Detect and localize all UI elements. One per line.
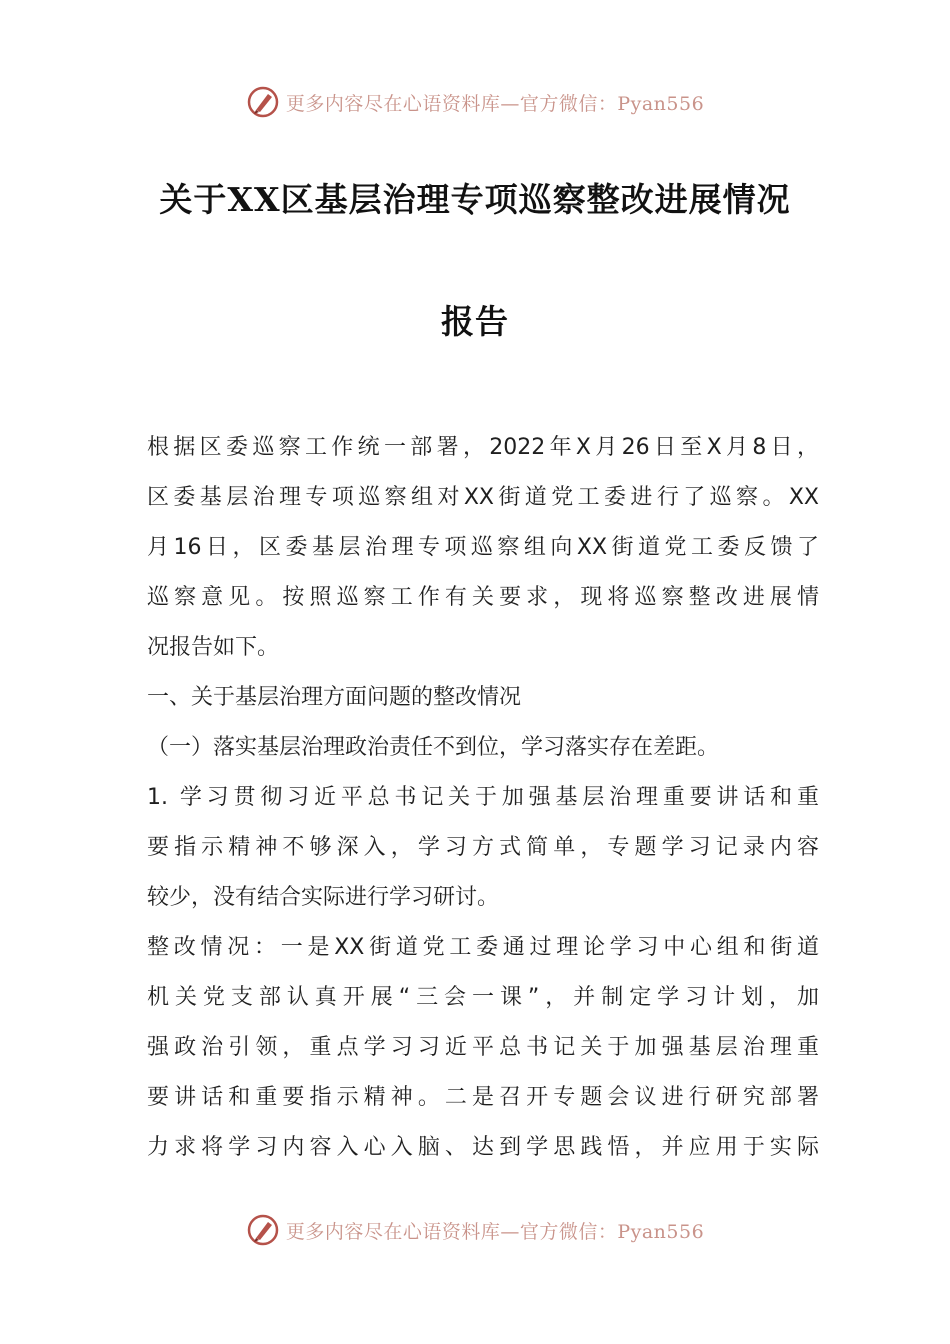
document-title-line-1: 关于XX区基层治理专项巡察整改进展情况: [159, 180, 791, 219]
watermark-text: 更多内容尽在心语资料库—官方微信：Pyan556: [285, 1220, 705, 1243]
body-line: 要讲话和重要指示精神。二是召开专题会议进行研究部署: [147, 1085, 819, 1110]
body-line: 整改情况：一是XX街道党工委通过理论学习中心组和街道: [147, 935, 819, 960]
body-line: 月16日，区委基层治理专项巡察组向XX街道党工委反馈了: [147, 535, 819, 560]
document-title-line-2: 报告: [441, 302, 509, 341]
watermark-header: [0, 82, 950, 122]
body-line: 1. 学习贯彻习近平总书记关于加强基层治理重要讲话和重: [147, 785, 819, 810]
body-line: 力求将学习内容入心入脑、达到学思践悟，并应用于实际: [147, 1135, 819, 1160]
pen-nib-logo-icon: [246, 1213, 280, 1247]
document-body: [147, 423, 819, 1173]
body-line: 区委基层治理专项巡察组对XX街道党工委进行了巡察。XX: [147, 485, 819, 510]
watermark-footer: [0, 1210, 950, 1250]
body-line: 要指示精神不够深入，学习方式简单，专题学习记录内容: [147, 835, 819, 860]
body-line: 况报告如下。: [147, 635, 280, 660]
body-line: 机关党支部认真开展“三会一课”，并制定学习计划，加: [147, 985, 819, 1010]
watermark-text: 更多内容尽在心语资料库—官方微信：Pyan556: [285, 92, 705, 115]
subsection-heading: （一）落实基层治理政治责任不到位，学习落实存在差距。: [147, 735, 720, 760]
body-line: 巡察意见。按照巡察工作有关要求，现将巡察整改进展情: [147, 585, 819, 610]
pen-nib-logo-icon: [246, 85, 280, 119]
section-heading: 一、关于基层治理方面问题的整改情况: [147, 685, 522, 710]
body-line: 根据区委巡察工作统一部署，2022年X月26日至X月8日，: [147, 435, 819, 460]
body-line: 较少，没有结合实际进行学习研讨。: [147, 885, 500, 910]
body-line: 强政治引领，重点学习习近平总书记关于加强基层治理重: [147, 1035, 819, 1060]
